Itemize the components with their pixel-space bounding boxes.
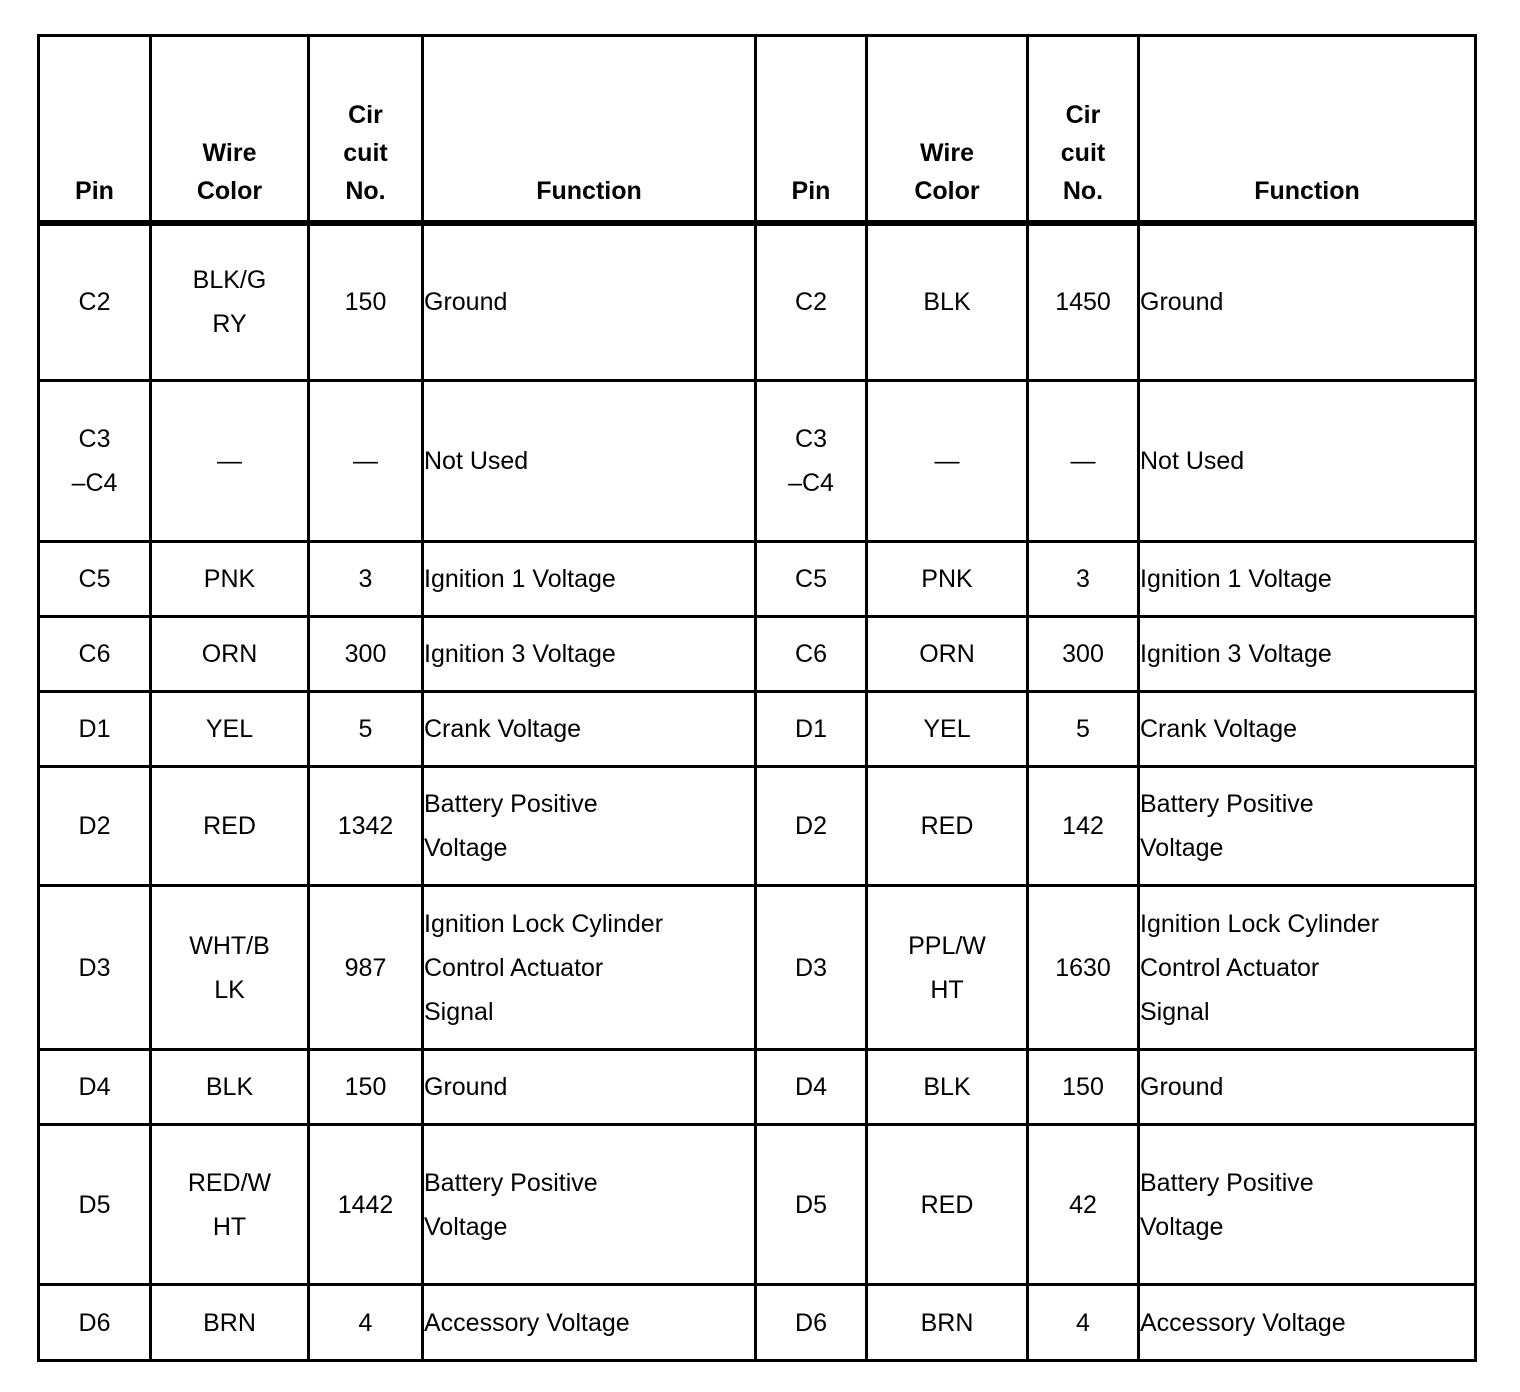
pin-cell: [39, 1050, 151, 1125]
pin-cell: [39, 1285, 151, 1361]
circuit-no-cell-text: —: [1070, 447, 1096, 475]
function-cell-text: Voltage: [1140, 1212, 1224, 1241]
wire-color-cell-text: HT: [930, 975, 964, 1004]
function-cell: [1139, 1285, 1476, 1361]
wire-color-cell: [151, 692, 309, 767]
wire-color-cell-text: BLK: [923, 288, 971, 317]
pin-cell-text: C3: [795, 425, 827, 453]
wire-color-cell: [867, 617, 1028, 692]
wire-color-cell-text: —: [217, 447, 242, 475]
circuit-no-cell: [1028, 767, 1139, 886]
table-row: [39, 1285, 1476, 1361]
function-cell-text: Voltage: [424, 834, 508, 862]
circuit-no-cell-text: —: [353, 447, 378, 475]
function-cell-text: Not Used: [1140, 447, 1245, 475]
function-cell: [1139, 381, 1476, 542]
wire-color-cell-text: ORN: [919, 640, 975, 668]
function-cell: [1139, 542, 1476, 617]
function-cell-text: Ground: [1140, 1073, 1224, 1101]
pin-cell: [39, 767, 151, 886]
function-cell-text: Control Actuator: [424, 953, 604, 982]
wire-color-cell: [151, 1050, 309, 1125]
circuit-no-cell: [1028, 1285, 1139, 1361]
pin-cell-text: C2: [795, 288, 827, 317]
table-row: [39, 542, 1476, 617]
header-wire-color: Wire Color: [151, 36, 309, 223]
wire-color-cell: [151, 381, 309, 542]
function-cell: [423, 886, 756, 1050]
circuit-no-cell-text: 4: [358, 1308, 373, 1337]
pin-cell: [756, 1285, 867, 1361]
circuit-no-cell: [1028, 542, 1139, 617]
circuit-no-cell: [309, 542, 423, 617]
circuit-no-cell-text: 300: [344, 640, 387, 668]
circuit-no-cell: [1028, 1050, 1139, 1125]
function-cell: [423, 767, 756, 886]
pin-cell-text: C6: [78, 640, 111, 668]
circuit-no-cell: [309, 381, 423, 542]
function-cell-text: Signal: [424, 997, 494, 1026]
function-cell: [423, 692, 756, 767]
table-row: [39, 1125, 1476, 1285]
pin-cell: [756, 886, 867, 1050]
circuit-no-cell: [1028, 381, 1139, 542]
circuit-no-cell-text: 3: [1076, 565, 1090, 593]
pin-cell-text: D5: [795, 1190, 827, 1219]
pin-cell: [756, 617, 867, 692]
function-cell-text: Ground: [424, 1073, 508, 1101]
table-row: [39, 886, 1476, 1050]
wire-color-cell: [867, 223, 1028, 381]
circuit-no-cell-text: 150: [344, 288, 387, 317]
header-function: Function: [1139, 36, 1476, 223]
header-wire-color: Wire Color: [867, 36, 1028, 223]
function-cell-text: Crank Voltage: [424, 715, 582, 743]
circuit-no-cell: [1028, 617, 1139, 692]
pin-cell-text: D2: [795, 812, 827, 840]
function-cell: [423, 1050, 756, 1125]
wire-color-cell-text: PNK: [203, 565, 256, 593]
function-cell: [423, 381, 756, 542]
pin-cell: [756, 223, 867, 381]
header-pin: Pin: [39, 36, 151, 223]
circuit-no-cell-text: 1442: [337, 1190, 394, 1219]
pin-cell-text: D5: [78, 1190, 111, 1219]
wire-color-cell: [867, 381, 1028, 542]
table-row: [39, 767, 1476, 886]
header-pin: Pin: [756, 36, 867, 223]
wire-color-cell-text: WHT/B: [189, 931, 270, 960]
wire-color-cell-text: RED: [920, 1190, 974, 1219]
circuit-no-cell-text: 300: [1062, 640, 1104, 668]
circuit-no-cell: [309, 1125, 423, 1285]
pin-cell-text: D6: [78, 1308, 111, 1337]
wire-color-cell-text: BLK: [923, 1073, 971, 1101]
pin-cell: [756, 767, 867, 886]
table-row: [39, 381, 1476, 542]
pin-cell: [39, 617, 151, 692]
function-cell-text: Ignition 1 Voltage: [1140, 565, 1332, 593]
pin-cell-text: D1: [78, 715, 111, 743]
circuit-no-cell: [1028, 692, 1139, 767]
pin-cell-text: C5: [78, 565, 111, 593]
function-cell-text: Voltage: [424, 1212, 508, 1241]
circuit-no-cell-text: 3: [358, 565, 373, 593]
function-cell: [1139, 767, 1476, 886]
pin-cell: [39, 1125, 151, 1285]
function-cell: [423, 617, 756, 692]
wire-color-cell-text: BRN: [203, 1308, 256, 1337]
pin-cell: [756, 1050, 867, 1125]
circuit-no-cell-text: 987: [344, 953, 387, 982]
wire-color-cell: [151, 1125, 309, 1285]
wire-color-cell-text: BLK/G: [192, 266, 267, 295]
function-cell-text: Ignition Lock Cylinder: [424, 909, 664, 938]
wire-color-cell: [867, 1050, 1028, 1125]
circuit-no-cell-text: 150: [344, 1073, 387, 1101]
pin-cell: [756, 692, 867, 767]
function-cell: [1139, 617, 1476, 692]
pin-cell-text: –C4: [71, 469, 118, 497]
wire-color-cell: [151, 223, 309, 381]
circuit-no-cell-text: 5: [1076, 715, 1090, 743]
wire-color-cell-text: BLK: [205, 1073, 254, 1101]
circuit-no-cell: [309, 1050, 423, 1125]
function-cell-text: Battery Positive: [424, 1168, 598, 1197]
wire-color-cell-text: RED: [203, 812, 256, 840]
pin-cell-text: D3: [78, 953, 111, 982]
circuit-no-cell: [309, 1285, 423, 1361]
table-row: [39, 1050, 1476, 1125]
circuit-no-cell-text: 142: [1062, 812, 1104, 840]
pin-cell: [756, 542, 867, 617]
wire-color-cell: [867, 542, 1028, 617]
wire-color-cell: [151, 886, 309, 1050]
function-cell-text: Ground: [1140, 288, 1224, 317]
table-row: [39, 223, 1476, 381]
circuit-no-cell: [1028, 886, 1139, 1050]
wire-color-cell: [151, 542, 309, 617]
table-row: [39, 692, 1476, 767]
pin-cell: [756, 1125, 867, 1285]
function-cell-text: Voltage: [1140, 834, 1224, 862]
pin-cell: [39, 542, 151, 617]
function-cell-text: Battery Positive: [424, 790, 598, 818]
function-cell: [1139, 692, 1476, 767]
pin-cell: [756, 381, 867, 542]
connector-pinout-table: [37, 34, 1477, 1362]
pin-cell: [39, 692, 151, 767]
circuit-no-cell-text: 1630: [1055, 953, 1111, 982]
function-cell-text: Ignition 1 Voltage: [424, 565, 616, 593]
wire-color-cell-text: PPL/W: [908, 931, 986, 960]
circuit-no-cell-text: 42: [1069, 1190, 1097, 1219]
wire-color-cell-text: ORN: [201, 640, 258, 668]
pin-cell-text: C6: [795, 640, 827, 668]
circuit-no-cell: [309, 886, 423, 1050]
circuit-no-cell-text: 150: [1062, 1073, 1104, 1101]
function-cell-text: Ignition 3 Voltage: [1140, 640, 1332, 668]
function-cell-text: Ignition Lock Cylinder: [1140, 909, 1380, 938]
header-row: [39, 36, 1476, 223]
pin-cell-text: C5: [795, 565, 827, 593]
table-body: [39, 223, 1476, 1361]
function-cell-text: Crank Voltage: [1140, 715, 1298, 743]
circuit-no-cell-text: 4: [1076, 1308, 1090, 1337]
pin-cell-text: C2: [78, 288, 111, 317]
function-cell: [1139, 223, 1476, 381]
header-circuit-no: Cir cuit No.: [1028, 36, 1139, 223]
circuit-no-cell-text: 1342: [337, 812, 394, 840]
pin-cell-text: D2: [78, 812, 111, 840]
circuit-no-cell: [309, 692, 423, 767]
pin-cell-text: D1: [795, 715, 827, 743]
function-cell-text: Ground: [424, 288, 508, 317]
function-cell: [423, 542, 756, 617]
function-cell: [1139, 1050, 1476, 1125]
function-cell-text: Ignition 3 Voltage: [424, 640, 616, 668]
pin-cell: [39, 381, 151, 542]
pin-cell-text: D4: [795, 1073, 827, 1101]
wire-color-cell: [867, 1125, 1028, 1285]
function-cell: [1139, 886, 1476, 1050]
circuit-no-cell-text: 1450: [1055, 288, 1111, 317]
function-cell-text: Battery Positive: [1140, 790, 1314, 818]
header-function: Function: [423, 36, 756, 223]
function-cell-text: Control Actuator: [1140, 953, 1320, 982]
wire-color-cell: [151, 1285, 309, 1361]
pin-cell-text: C3: [78, 425, 111, 453]
function-cell-text: Accessory Voltage: [424, 1308, 630, 1337]
function-cell: [423, 1285, 756, 1361]
wire-color-cell-text: RY: [212, 310, 247, 339]
header-circuit-no: Cir cuit No.: [309, 36, 423, 223]
table-row: [39, 617, 1476, 692]
wire-color-cell-text: BRN: [920, 1308, 974, 1337]
circuit-no-cell: [1028, 1125, 1139, 1285]
wire-color-cell-text: PNK: [921, 565, 973, 593]
wire-color-cell: [867, 1285, 1028, 1361]
wire-color-cell-text: YEL: [205, 715, 254, 743]
function-cell: [423, 223, 756, 381]
function-cell-text: Battery Positive: [1140, 1168, 1314, 1197]
wire-color-cell-text: RED: [920, 812, 974, 840]
pin-cell: [39, 886, 151, 1050]
function-cell-text: Not Used: [424, 447, 529, 475]
circuit-no-cell: [309, 223, 423, 381]
pin-cell-text: D4: [78, 1073, 111, 1101]
circuit-no-cell: [309, 617, 423, 692]
function-cell-text: Signal: [1140, 997, 1210, 1026]
pin-cell-text: D3: [795, 953, 827, 982]
wire-color-cell: [867, 886, 1028, 1050]
wire-color-cell: [867, 692, 1028, 767]
circuit-no-cell: [1028, 223, 1139, 381]
circuit-no-cell: [309, 767, 423, 886]
wire-color-cell-text: YEL: [923, 715, 971, 743]
function-cell: [1139, 1125, 1476, 1285]
circuit-no-cell-text: 5: [358, 715, 373, 743]
function-cell-text: Accessory Voltage: [1140, 1308, 1346, 1337]
wire-color-cell-text: LK: [214, 975, 245, 1004]
wire-color-cell: [151, 767, 309, 886]
wire-color-cell-text: —: [934, 447, 960, 475]
pin-cell-text: D6: [795, 1308, 827, 1337]
wire-color-cell-text: HT: [212, 1212, 247, 1241]
wire-color-cell: [867, 767, 1028, 886]
pin-cell: [39, 223, 151, 381]
pin-cell-text: –C4: [788, 469, 834, 497]
function-cell: [423, 1125, 756, 1285]
wire-color-cell-text: RED/W: [187, 1168, 272, 1197]
wire-color-cell: [151, 617, 309, 692]
